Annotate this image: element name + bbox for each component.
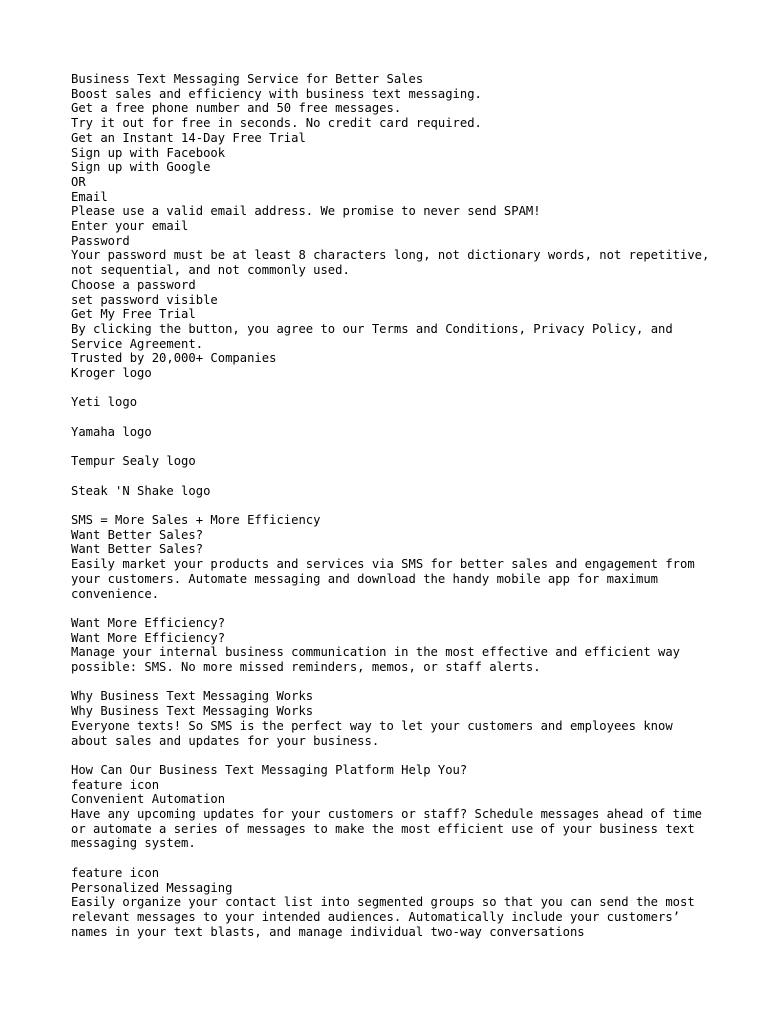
yeti-logo: Yeti logo bbox=[71, 395, 138, 410]
facebook-signup-button[interactable]: Sign up with Facebook bbox=[71, 145, 226, 160]
tab-why-sms-works[interactable]: Why Business Text Messaging Works bbox=[71, 689, 314, 704]
automation-feature-title: Convenient Automation bbox=[71, 792, 226, 807]
better-sales-body: Easily market your products and services via SMS for better sales and engagement from your customers. Automate messaging and download the handy mobile app for maximum convenience. bbox=[71, 557, 703, 601]
better-sales-title: Want Better Sales? bbox=[71, 542, 204, 557]
password-label: Password bbox=[71, 233, 130, 248]
personalized-feature-icon: feature icon bbox=[71, 865, 160, 880]
legal-end: . bbox=[195, 336, 204, 351]
terms-link[interactable]: Terms and Conditions bbox=[371, 321, 519, 336]
automation-feature-body: Have any upcoming updates for your customers or staff? Schedule messages ahead of time or automate a series of messages to make the most efficient use of your business text messaging system. bbox=[71, 807, 710, 851]
signup-heading: Get an Instant 14-Day Free Trial bbox=[71, 130, 306, 145]
steak-n-shake-logo: Steak 'N Shake logo bbox=[71, 483, 211, 498]
tab-better-sales[interactable]: Want Better Sales? bbox=[71, 527, 204, 542]
features-heading: How Can Our Business Text Messaging Platform Help You? bbox=[71, 762, 468, 777]
google-signup-button[interactable]: Sign up with Google bbox=[71, 160, 211, 175]
more-efficiency-title: Want More Efficiency? bbox=[71, 630, 226, 645]
automation-feature-icon: feature icon bbox=[71, 777, 160, 792]
password-visibility-toggle[interactable]: set password visible bbox=[71, 292, 218, 307]
hero-title: Business Text Messaging Service for Better Sales bbox=[71, 72, 424, 86]
legal-notice bbox=[71, 322, 711, 351]
yamaha-logo: Yamaha logo bbox=[71, 424, 152, 439]
or-divider: OR bbox=[71, 174, 86, 189]
tab-more-efficiency[interactable]: Want More Efficiency? bbox=[71, 615, 226, 630]
page-content bbox=[71, 72, 717, 939]
personalized-feature-title: Personalized Messaging bbox=[71, 880, 233, 895]
tempur-sealy-logo: Tempur Sealy logo bbox=[71, 454, 196, 469]
password-hint: Your password must be at least 8 characters long, not dictionary words, not repetitive, not sequential, and not commonly used. bbox=[71, 248, 717, 278]
hero-trial-note: Try it out for free in seconds. No credit card required. bbox=[71, 116, 482, 131]
email-field[interactable]: Enter your email bbox=[71, 219, 189, 234]
personalized-feature-body: Easily organize your contact list into segmented groups so that you can send the most relevant messages to your intended audiences. Automatically include your customers’ names in your text blasts, and manage individual two-way conversations bbox=[71, 895, 703, 939]
why-sms-works-title: Why Business Text Messaging Works bbox=[71, 704, 314, 719]
legal-and: , and bbox=[636, 321, 681, 336]
hero-subtitle: Boost sales and efficiency with business text messaging. bbox=[71, 86, 482, 101]
password-field[interactable]: Choose a password bbox=[71, 277, 196, 292]
free-trial-submit-button[interactable]: Get My Free Trial bbox=[71, 307, 196, 322]
sms-section-heading: SMS = More Sales + More Efficiency bbox=[71, 513, 321, 528]
privacy-link[interactable]: Privacy Policy bbox=[533, 321, 637, 336]
why-sms-works-body: Everyone texts! So SMS is the perfect way to let your customers and employees know about sales and updates for your business. bbox=[71, 718, 681, 748]
trust-heading: Trusted by 20,000+ Companies bbox=[71, 351, 277, 366]
kroger-logo: Kroger logo bbox=[71, 366, 152, 381]
more-efficiency-body: Manage your internal business communication in the most effective and efficient way possible: SMS. No more missed reminders, memos, or staff alerts. bbox=[71, 645, 688, 675]
service-agreement-link[interactable]: Service Agreement bbox=[71, 336, 196, 351]
hero-offer: Get a free phone number and 50 free messages. bbox=[71, 101, 402, 116]
email-label: Email bbox=[71, 189, 108, 204]
legal-separator: , bbox=[518, 321, 534, 336]
legal-prefix: By clicking the button, you agree to our bbox=[71, 321, 372, 336]
email-hint: Please use a valid email address. We promise to never send SPAM! bbox=[71, 204, 541, 219]
